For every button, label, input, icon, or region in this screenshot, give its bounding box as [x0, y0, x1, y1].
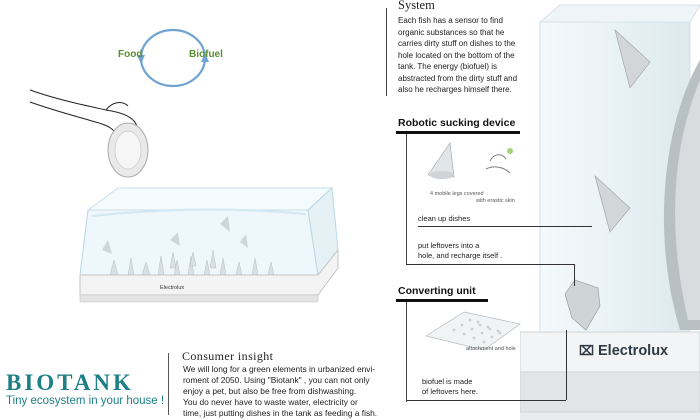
step-recharge-line1: put leftovers into a — [418, 241, 480, 250]
electrolux-wordmark: Electrolux — [598, 343, 669, 359]
insight-divider — [168, 353, 169, 415]
system-body — [398, 15, 550, 96]
system-line: abstracted from the dirty stuff and — [398, 73, 518, 83]
biofuel-leader-rise — [566, 330, 567, 400]
system-title: System — [398, 0, 435, 12]
system-line: hole located on the bottom of the — [398, 50, 515, 60]
robotic-title: Robotic sucking device — [398, 117, 516, 129]
system-divider — [386, 8, 387, 96]
system-line: tank. The energy (biofuel) is — [398, 62, 498, 71]
cycle-biofuel-label: Biofuel — [189, 49, 223, 60]
cycle-food-label: Food — [118, 49, 143, 60]
attachment-note: attachment and hole — [466, 346, 516, 352]
converting-divider — [406, 302, 407, 402]
brand-title: BIOTANK — [6, 370, 134, 395]
insight-line: time, just putting dishes in the tank as feeding a fish. — [183, 408, 378, 418]
insight-body — [183, 364, 388, 419]
robotic-divider — [406, 134, 407, 264]
electrolux-logo — [579, 343, 668, 359]
legs-note-1: 4 mobile legs covered — [430, 191, 484, 197]
insight-title: Consumer insight — [182, 349, 274, 363]
sucking-device-illustration — [424, 141, 524, 186]
system-line: Each fish has a sensor to find — [398, 16, 503, 25]
step-recharge-leader — [406, 264, 574, 265]
step-clean-up: clean up dishes — [418, 214, 471, 223]
insight-line: You do never have to waste water, electricity or — [183, 397, 358, 407]
step-clean-up-leader — [418, 226, 592, 227]
converting-title-underline — [396, 299, 488, 302]
system-line: also he recharges himself there. — [398, 85, 512, 94]
system-line: organic substances so that he — [398, 27, 505, 37]
biofuel-note-line1: biofuel is made — [422, 377, 473, 386]
tank-small-logo: Electrolux — [160, 285, 185, 291]
converting-title: Converting unit — [398, 285, 476, 297]
electrolux-mark-icon: ⌧ — [579, 343, 594, 358]
biotank-product-illustration — [70, 180, 340, 330]
brand-tagline: Tiny ecosystem in your house ! — [6, 395, 165, 407]
insight-line: enjoy a pet, but also be free from dishwashing. — [183, 386, 357, 396]
robotic-title-underline — [396, 131, 520, 134]
legs-note-2: with erastic skin — [476, 198, 515, 204]
biofuel-leader — [406, 400, 566, 401]
insight-line: roment of 2050. Using "Biotank" , you can not only — [183, 375, 370, 385]
step-recharge-leader-drop — [574, 264, 575, 286]
insight-line: We will long for a green elements in urbanized envi- — [183, 364, 376, 374]
biofuel-note-line2: of leftovers here. — [422, 387, 478, 396]
hand-with-dish-illustration — [28, 70, 168, 180]
step-recharge-line2: hole, and recharge itself . — [418, 251, 503, 260]
system-line: carries dirty stuff on dishes to the — [398, 39, 516, 48]
